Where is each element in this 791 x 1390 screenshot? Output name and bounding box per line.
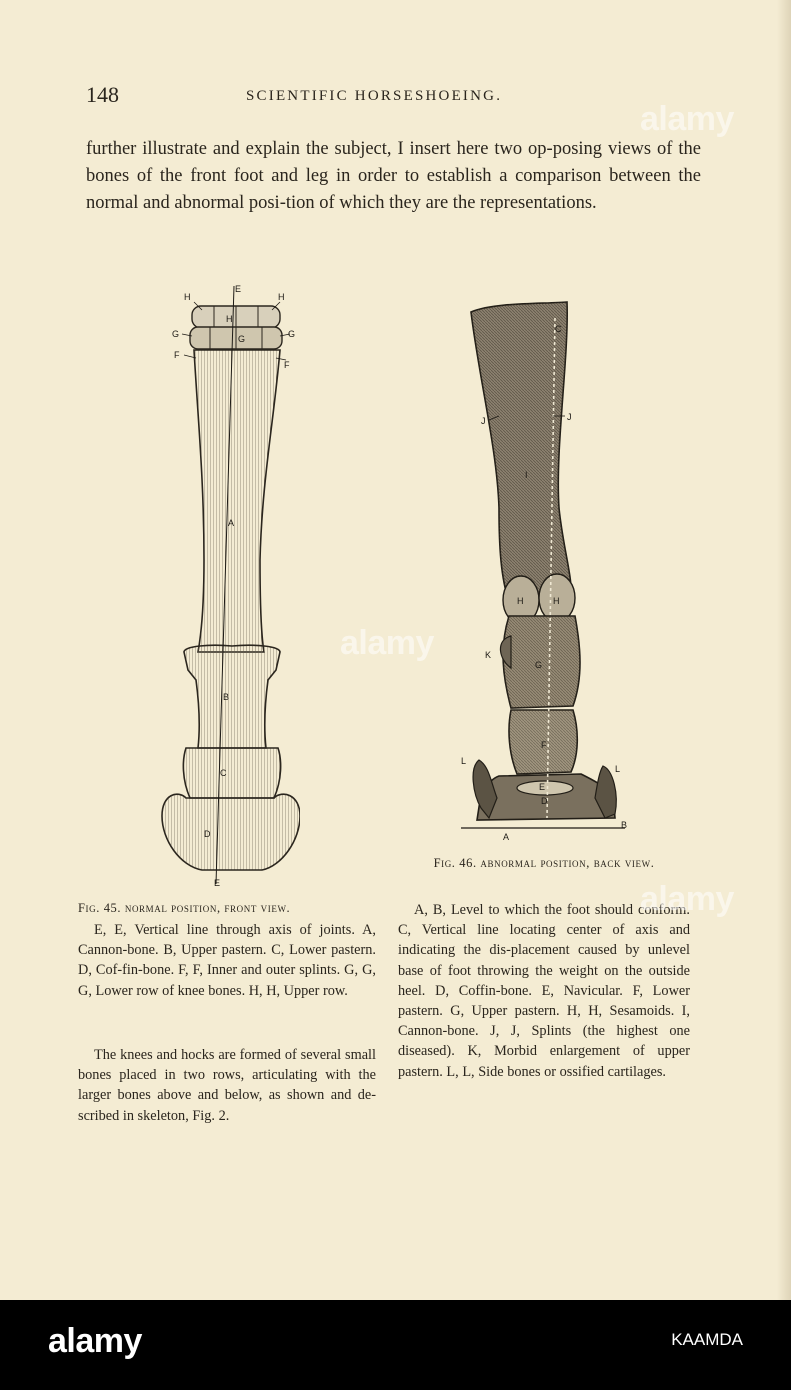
fig45-caption-body: E, E, Vertical line through axis of joints. A, Cannon-bone. B, Upper pastern. C, Lower pastern. D, Cof-fin-bone. F, F, Inner and outer splints. G, G, G, Lower row of knee bones. H, H, Upper row.: [78, 922, 376, 999]
fig45-label-h-center: H: [226, 314, 233, 324]
fig46-label-c: C: [555, 324, 562, 334]
fig45-label-d: D: [204, 829, 211, 839]
fig45-caption-body-2: The knees and hocks are formed of several small bones placed in two rows, articulating with the larger bones above and below, as shown and de-scribed in skeleton, Fig. 2.: [78, 1047, 376, 1124]
stock-banner: [0, 1300, 791, 1390]
lower-pastern: [183, 748, 280, 798]
watermark-logo: alamy: [640, 880, 734, 918]
fig46-label-j-right: J: [567, 412, 572, 422]
coffin-bone: [162, 794, 300, 870]
fig46-label-h-right: H: [553, 596, 560, 606]
upper-pastern: [184, 645, 280, 748]
fig45-label-g-right: G: [288, 329, 296, 339]
upper-knee-row-h: [192, 306, 280, 328]
fig46-label-l-right: L: [615, 764, 621, 774]
fig45-label-h-left: H: [184, 292, 191, 302]
fig46-label-a: A: [503, 832, 510, 842]
fig45-label-f-left: F: [174, 350, 180, 360]
fig46-label-g: G: [535, 660, 543, 670]
fig46-label-l-left: L: [461, 756, 467, 766]
fig46-label-i: I: [525, 470, 528, 480]
fig45-caption-title: Fig. 45. normal position, front view.: [78, 901, 291, 915]
cannon-bone: [194, 350, 280, 652]
watermark-logo: alamy: [340, 624, 434, 662]
intro-paragraph: further illustrate and explain the subject, I insert here two op-posing views of the bones of the front foot and leg in order to establish a comparison between the normal and abnormal posi-tion of which they are the representations.: [86, 139, 701, 213]
figure-45-illustration: [150, 280, 300, 890]
fig45-label-c: C: [220, 768, 227, 778]
page-header: [86, 80, 706, 110]
running-head: SCIENTIFIC HORSESHOEING.: [246, 88, 503, 104]
fig46-caption-body: A, B, Level to which the foot should conform. C, Vertical line locating center of axis and indicating the dis-placement caused by unlevel base of foot throwing the weight on the outside heel. D, Coffin-bone. E, Navicular. F, Lower pastern. G, Upper pastern. H, H, Sesamoids. I, Cannon-bone. J, J, Splints (the highest one diseased). K, Morbid enlargement of upper pastern. L, L, Side bones or ossified cartilages.: [398, 902, 690, 1080]
fig46-label-f: F: [541, 740, 547, 750]
watermark-logo: alamy: [640, 100, 734, 138]
fig46-label-h-left: H: [517, 596, 524, 606]
fig46-caption-title: Fig. 46. abnormal position, back view.: [433, 856, 655, 870]
fig46-label-k: K: [485, 650, 492, 660]
fig45-label-f-right: F: [284, 360, 290, 370]
fig45-label-a: A: [228, 518, 235, 528]
fig46-label-b: B: [621, 820, 628, 830]
fig46-morbid-enlargement: [500, 636, 511, 668]
fig45-label-h-right: H: [278, 292, 285, 302]
fig46-label-d: D: [541, 796, 548, 806]
fig45-label-g-center: G: [238, 334, 246, 344]
alamy-logo: alamy: [48, 1322, 142, 1360]
lower-knee-row-g: [190, 327, 282, 349]
image-code: KAAMDA: [671, 1330, 743, 1349]
fig46-label-e: E: [539, 782, 546, 792]
fig45-label-b: B: [223, 692, 230, 702]
figure-46-illustration: [455, 298, 635, 843]
fig45-label-e-bottom: E: [214, 878, 221, 888]
page-number: 148: [86, 82, 119, 107]
fig45-label-g-left: G: [172, 329, 180, 339]
fig45-label-e-top: E: [235, 284, 242, 294]
fig46-label-j-left: J: [481, 416, 486, 426]
